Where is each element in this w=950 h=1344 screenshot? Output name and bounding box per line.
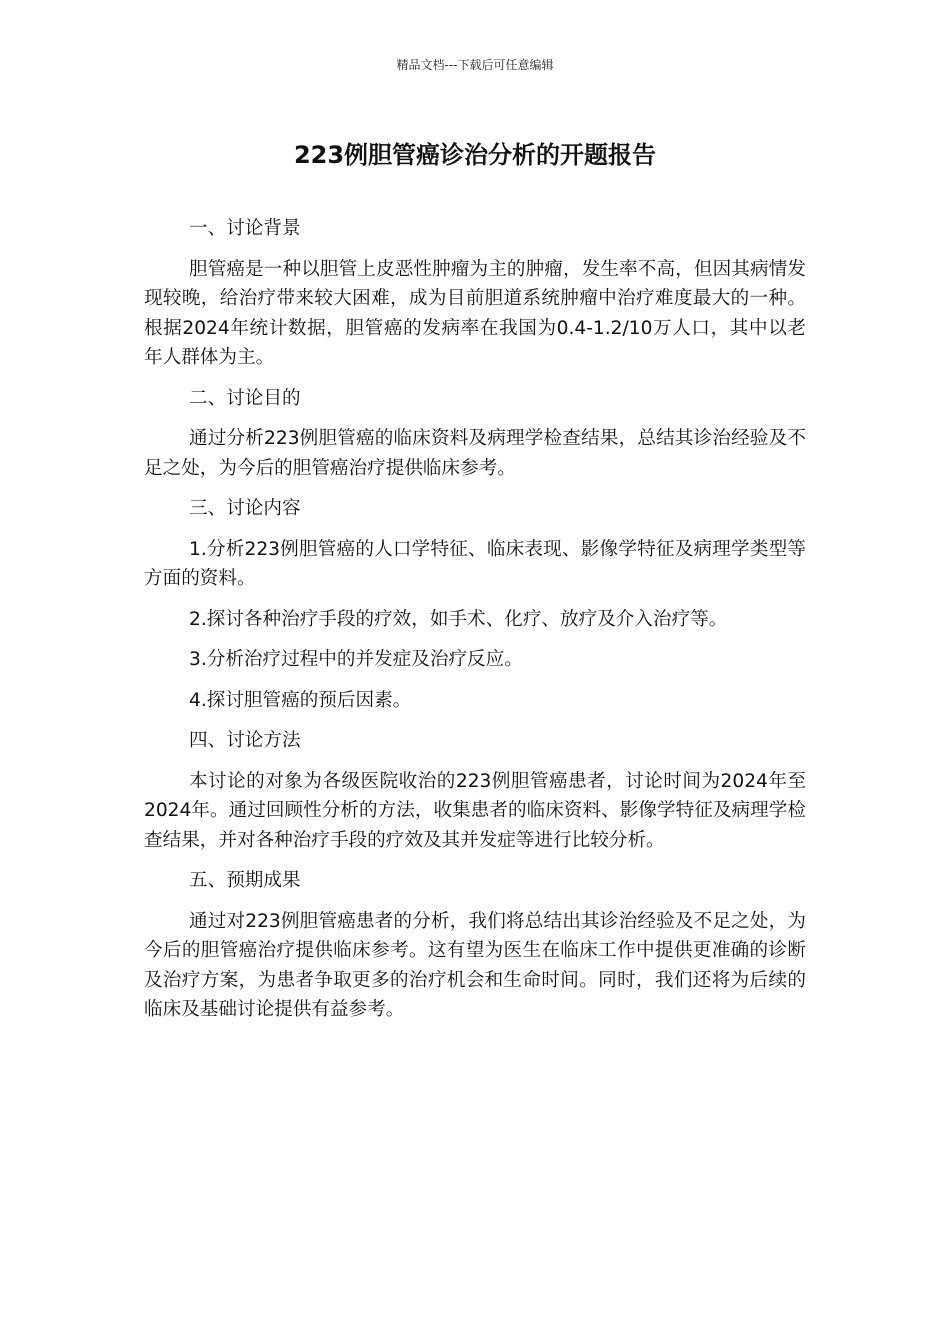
section-heading: 五、预期成果 — [189, 870, 301, 891]
document-body — [144, 214, 806, 1036]
list-item: 4.探讨胆管癌的预后因素。 — [189, 689, 412, 711]
body-paragraph: 通过对223例胆管癌患者的分析，我们将总结出其诊治经验及不足之处，为今后的胆管癌治疗提供临床参考。这有望为医生在临床工作中提供更准确的诊断及治疗方案，为患者争取更多的治疗机会和生命时间。同时，我们还将为后续的临床及基础讨论提供有益参考。 — [144, 910, 806, 1020]
section-heading: 四、讨论方法 — [189, 730, 301, 751]
section-method — [144, 726, 806, 855]
document-title: 223例胆管癌诊治分析的开题报告 — [293, 141, 657, 169]
list-item: 3.分析治疗过程中的并发症及治疗反应。 — [189, 649, 523, 670]
body-paragraph: 本讨论的对象为各级医院收治的223例胆管癌患者，讨论时间为2024年至2024年。通过回顾性分析的方法，收集患者的临床资料、影像学特征及病理学检查结果，并对各种治疗手段的疗效及其并发症等进行比较分析。 — [144, 770, 806, 851]
section-heading: 二、讨论目的 — [189, 387, 301, 409]
section-heading: 一、讨论背景 — [189, 218, 301, 239]
body-paragraph: 通过分析223例胆管癌的临床资料及病理学检查结果，总结其诊治经验及不足之处，为今后的胆管癌治疗提供临床参考。 — [144, 428, 806, 479]
section-heading: 三、讨论内容 — [189, 498, 301, 519]
page-header-watermark: 精品文档---下载后可任意编辑 — [396, 58, 554, 72]
section-content — [144, 494, 806, 715]
list-item: 1.分析223例胆管癌的人口学特征、临床表现、影像学特征及病理学类型等方面的资料。 — [144, 538, 806, 589]
section-expected-results — [144, 866, 806, 1025]
section-background — [144, 214, 806, 373]
body-paragraph: 胆管癌是一种以胆管上皮恶性肿瘤为主的肿瘤，发生率不高，但因其病情发现较晚，给治疗带来较大困难，成为目前胆道系统肿瘤中治疗难度最大的一种。根据2024年统计数据，胆管癌的发病率在我国为0.4-1.2/10万人口，其中以老年人群体为主。 — [144, 258, 806, 368]
list-item: 2.探讨各种治疗手段的疗效，如手术、化疗、放疗及介入治疗等。 — [189, 608, 728, 630]
section-purpose — [144, 384, 806, 484]
